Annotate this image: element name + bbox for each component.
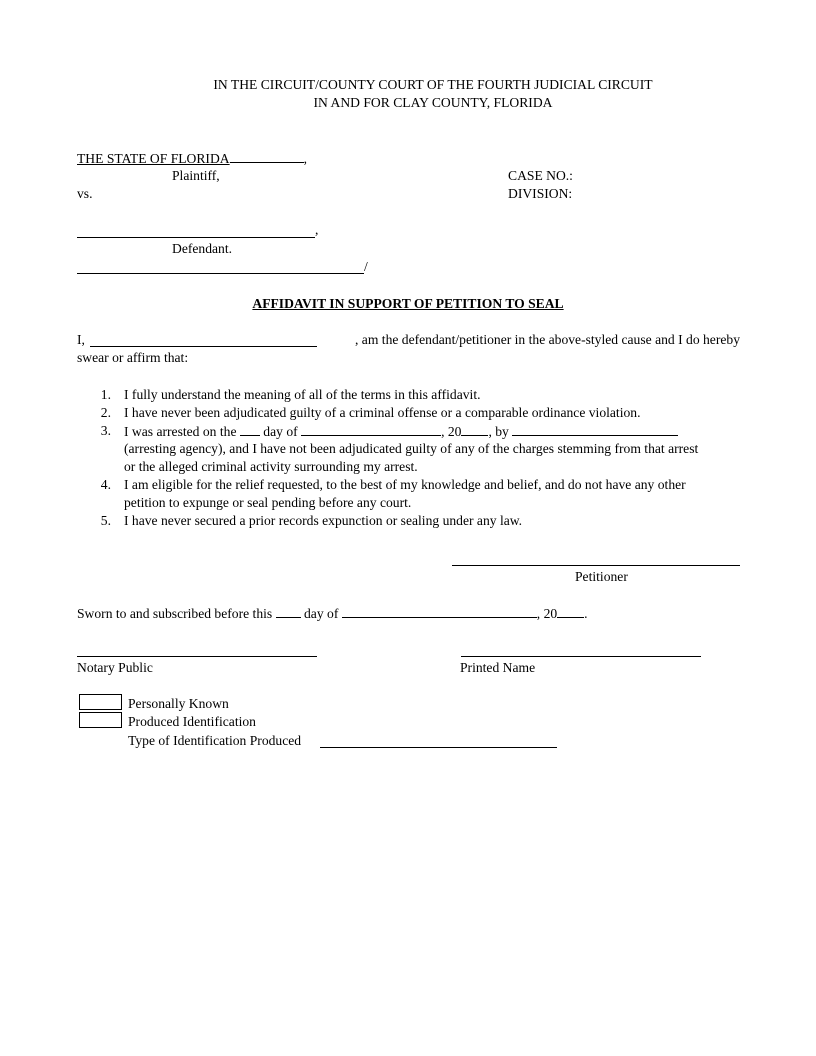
affidavit-title: AFFIDAVIT IN SUPPORT OF PETITION TO SEAL [252,296,564,311]
item-3-line1 [124,422,678,441]
produced-identification-checkbox[interactable] [79,712,122,728]
item-2-number: 2. [100,405,111,420]
item-3-line3: or the alleged criminal activity surrounding my arrest. [124,459,418,474]
plaintiff-comma: , [303,151,308,166]
notary-signature-line[interactable] [77,656,317,657]
item-4-line1: I am eligible for the relief requested, to the best of my knowledge and belief, and do not have any other [124,477,686,492]
printed-name-label: Printed Name [460,660,536,675]
defendant-label: Defendant. [172,241,233,256]
plaintiff-name: THE STATE OF FLORIDA [77,151,230,166]
item-3-day-of: day of [263,424,298,439]
personally-known-label: Personally Known [128,696,229,711]
type-of-identification-blank[interactable] [320,747,557,748]
petitioner-label: Petitioner [575,569,628,584]
item-5-number: 5. [100,513,111,528]
item-1-text: I fully understand the meaning of all of the terms in this affidavit. [124,387,481,402]
item-3-number: 3. [100,423,111,438]
type-of-identification-label: Type of Identification Produced [128,733,302,748]
produced-identification-label: Produced Identification [128,714,256,729]
item-3-year-prefix: , 20 [441,424,462,439]
petitioner-signature-line[interactable] [452,565,740,566]
printed-name-line[interactable] [461,656,701,657]
item-4-line2: petition to expunge or seal pending before any court. [124,495,412,510]
intro-suffix: , am the defendant/petitioner in the above-styled cause and I do hereby [354,332,740,347]
court-header-line1: IN THE CIRCUIT/COUNTY COURT OF THE FOURTH JUDICIAL CIRCUIT [213,77,653,92]
arresting-agency-blank[interactable] [512,422,678,436]
sworn-period: . [584,606,588,621]
sworn-day-blank[interactable] [276,604,301,618]
sworn-month-blank[interactable] [342,604,537,618]
intro-prefix: I, [77,332,85,347]
arrest-month-blank[interactable] [301,422,441,436]
case-no-label: CASE NO.: [508,168,573,183]
sworn-year-prefix: , 20 [536,606,558,621]
petitioner-name-blank[interactable] [90,346,317,347]
personally-known-checkbox[interactable] [79,694,122,710]
plaintiff-label: Plaintiff, [172,168,220,183]
item-5-text: I have never secured a prior records expunction or sealing under any law. [124,513,523,528]
plaintiff-name-field[interactable] [77,149,307,168]
notary-public-label: Notary Public [77,660,153,675]
caption-slash: / [364,259,368,274]
item-3-line2: (arresting agency), and I have not been adjudicated guilty of any of the charges stemming from that arrest [124,441,699,456]
sworn-day-of: day of [304,606,339,621]
item-4-number: 4. [100,477,111,492]
arrest-day-blank[interactable] [240,422,260,436]
sworn-year-blank[interactable] [557,604,584,618]
intro-line2: swear or affirm that: [77,350,189,365]
item-2-text: I have never been adjudicated guilty of a criminal offense or a comparable ordinance violation. [124,405,641,420]
arrest-year-blank[interactable] [461,422,488,436]
item-3-by: , by [488,424,509,439]
division-label: DIVISION: [508,186,573,201]
sworn-line [77,604,588,623]
defendant-name-line[interactable] [77,237,315,238]
item-1-number: 1. [100,387,111,402]
court-header-line2: IN AND FOR CLAY COUNTY, FLORIDA [313,95,553,110]
item-3-arrested-on: I was arrested on the [124,424,237,439]
vs-label: vs. [77,186,93,201]
plaintiff-name-blank [230,149,304,163]
sworn-prefix: Sworn to and subscribed before this [77,606,273,621]
defendant-comma: , [315,222,319,237]
caption-close-line [77,273,364,274]
